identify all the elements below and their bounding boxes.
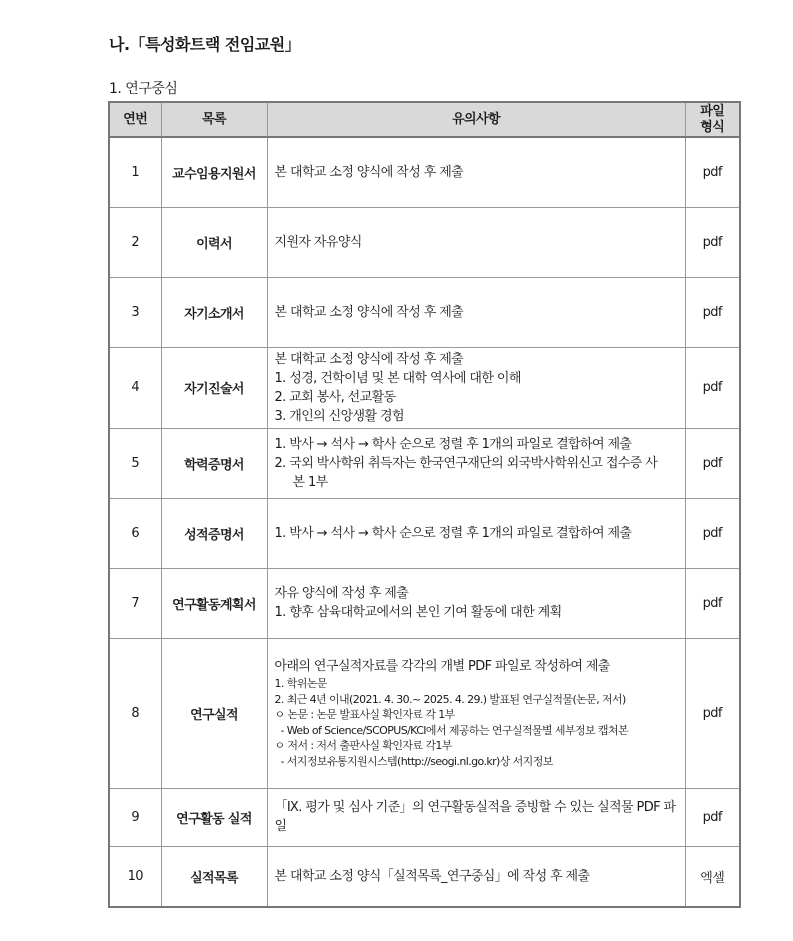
section-heading: 나.「특성화트랙 전임교원」 bbox=[109, 35, 301, 54]
table-row bbox=[109, 137, 740, 207]
header-title: 목록 bbox=[161, 102, 267, 137]
row-num: 5 bbox=[109, 428, 161, 498]
row-note: 1. 박사 → 석사 → 학사 순으로 정렬 후 1개의 파일로 결합하여 제출 2. 국외 박사학위 취득자는 한국연구재단의 외국박사학위신고 접수증 사 본 1부 bbox=[267, 428, 685, 498]
row-format: pdf bbox=[685, 137, 740, 207]
row-title: 성적증명서 bbox=[161, 498, 267, 568]
table-row bbox=[109, 207, 740, 277]
table-row bbox=[109, 498, 740, 568]
row-title: 교수임용지원서 bbox=[161, 137, 267, 207]
row-format: pdf bbox=[685, 277, 740, 347]
row-num: 4 bbox=[109, 347, 161, 428]
row-num: 2 bbox=[109, 207, 161, 277]
table-row bbox=[109, 846, 740, 907]
row-format: pdf bbox=[685, 207, 740, 277]
table-header-row bbox=[109, 102, 740, 137]
row-title: 연구활동계획서 bbox=[161, 568, 267, 638]
row-format: pdf bbox=[685, 428, 740, 498]
row-note: 지원자 자유양식 bbox=[267, 207, 685, 277]
row-num: 1 bbox=[109, 137, 161, 207]
row-format: pdf bbox=[685, 638, 740, 788]
row-note: 「Ⅸ. 평가 및 심사 기준」의 연구활동실적을 증빙할 수 있는 실적물 PDF 파일 bbox=[267, 788, 685, 846]
row-format: pdf bbox=[685, 788, 740, 846]
row-note: 본 대학교 소정 양식에 작성 후 제출 bbox=[267, 277, 685, 347]
requirements-table bbox=[108, 101, 741, 908]
row-num: 3 bbox=[109, 277, 161, 347]
row-num: 9 bbox=[109, 788, 161, 846]
row-title: 이력서 bbox=[161, 207, 267, 277]
row-format: pdf bbox=[685, 498, 740, 568]
table-row bbox=[109, 428, 740, 498]
row-note: 본 대학교 소정 양식「실적목록_연구중심」에 작성 후 제출 bbox=[267, 846, 685, 907]
header-format: 파일 형식 bbox=[685, 102, 740, 137]
row-note: 1. 박사 → 석사 → 학사 순으로 정렬 후 1개의 파일로 결합하여 제출 bbox=[267, 498, 685, 568]
header-note: 유의사항 bbox=[267, 102, 685, 137]
row-title: 자기소개서 bbox=[161, 277, 267, 347]
row-format: 엑셀 bbox=[685, 846, 740, 907]
row-title: 학력증명서 bbox=[161, 428, 267, 498]
subsection-heading: 1. 연구중심 bbox=[109, 81, 178, 97]
row-title: 자기진술서 bbox=[161, 347, 267, 428]
row-title: 실적목록 bbox=[161, 846, 267, 907]
row-note: 본 대학교 소정 양식에 작성 후 제출 1. 성경, 건학이념 및 본 대학 역사에 대한 이해 2. 교회 봉사, 선교활동 3. 개인의 신앙생활 경험 bbox=[267, 347, 685, 428]
row-note: 아래의 연구실적자료를 각각의 개별 PDF 파일로 작성하여 제출 1. 학위논문 2. 최근 4년 이내(2021. 4. 30.~ 2025. 4. 29.) 발표된 연구실적물(논문, 저서) ㅇ 논문 : 논문 발표사실 확인자료 각 1부 - Web of Science/SCOPUS/KCI에서 제공하는 연구실적물별 세부정보 캡쳐본 ㅇ 저서 : 저서 출판사실 확인자료 각1부 - 서지정보유통지원시스템(http://seogi.nl.go.kr)상 서지정보 bbox=[267, 638, 685, 788]
row-title: 연구실적 bbox=[161, 638, 267, 788]
row-num: 10 bbox=[109, 846, 161, 907]
row-note: 본 대학교 소정 양식에 작성 후 제출 bbox=[267, 137, 685, 207]
header-num: 연번 bbox=[109, 102, 161, 137]
table-row bbox=[109, 347, 740, 428]
row-note: 자유 양식에 작성 후 제출 1. 향후 삼육대학교에서의 본인 기여 활동에 대한 계획 bbox=[267, 568, 685, 638]
table-row bbox=[109, 638, 740, 788]
row-num: 8 bbox=[109, 638, 161, 788]
row-format: pdf bbox=[685, 347, 740, 428]
row-num: 7 bbox=[109, 568, 161, 638]
row-num: 6 bbox=[109, 498, 161, 568]
table-row bbox=[109, 788, 740, 846]
row-format: pdf bbox=[685, 568, 740, 638]
table-row bbox=[109, 277, 740, 347]
row-title: 연구활동 실적 bbox=[161, 788, 267, 846]
table-row bbox=[109, 568, 740, 638]
